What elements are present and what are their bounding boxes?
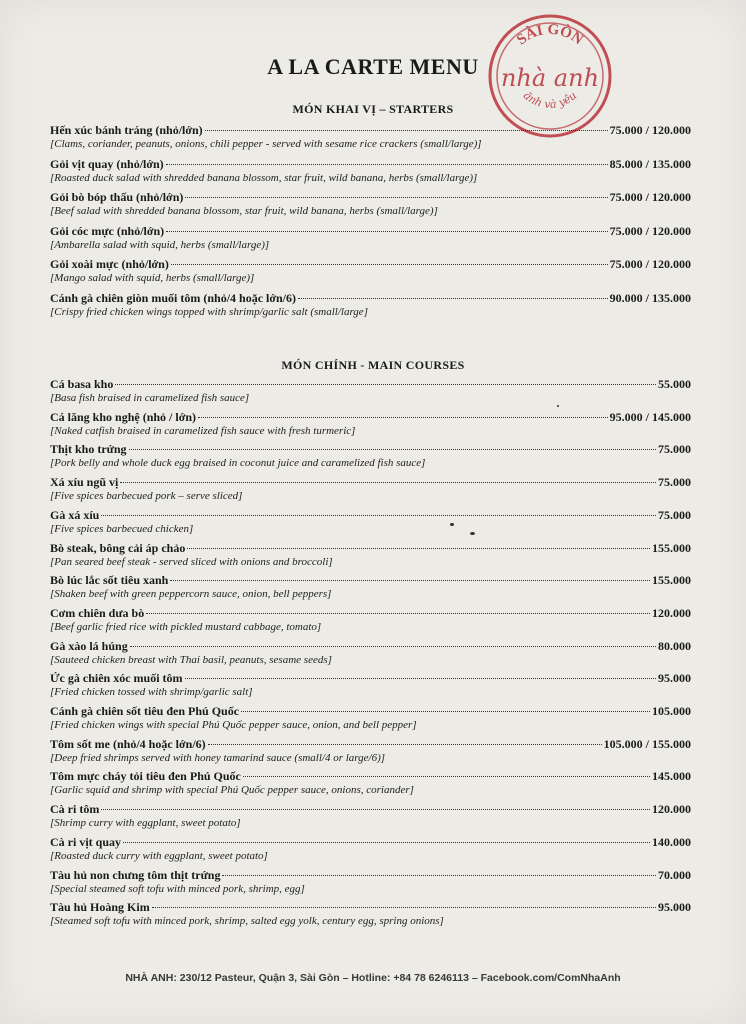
menu-item-line (50, 671, 691, 686)
menu-item-name: Gỏi xoài mực (nhỏ/lớn) (50, 257, 169, 271)
menu-item-price: 120.000 (652, 605, 691, 620)
menu-item (50, 224, 691, 251)
dot-leader (166, 164, 608, 165)
menu-item-name: Cá basa kho (50, 377, 114, 391)
menu-item-price: 75.000 / 120.000 (609, 190, 691, 204)
menu-item-name: Tôm mực cháy tỏi tiêu đen Phú Quốc (50, 769, 241, 784)
menu-item-line (50, 802, 691, 817)
menu-item-line (50, 257, 691, 272)
menu-item (50, 475, 691, 502)
mains-section-title: MÓN CHÍNH - MAIN COURSES (281, 358, 465, 372)
menu-item-description: [Five spices barbecued pork – serve sliced] (50, 490, 243, 503)
menu-item-line (50, 508, 691, 523)
menu-item-price: 75.000 (658, 507, 691, 522)
footer-contact: NHÀ ANH: 230/12 Pasteur, Quận 3, Sài Gòn – Hotline: +84 78 6246113 – Facebook.com/ComNhaAnh (125, 972, 621, 984)
menu-item-price: 155.000 (652, 540, 691, 555)
menu-item-description: [Naked catfish braised in caramelized fish sauce with fresh turmeric] (50, 424, 356, 437)
menu-item-name: Cà ri vịt quay (50, 834, 122, 849)
menu-item (50, 639, 691, 666)
menu-item (50, 190, 691, 217)
stamp-top-text: SÀI GÒN (513, 21, 586, 49)
menu-item-price: 90.000 / 135.000 (609, 290, 691, 305)
menu-item-description: [Pan seared beef steak - served sliced with onions and broccoli] (50, 555, 333, 568)
menu-item-line (50, 835, 691, 850)
menu-item-name: Cà ri tôm (50, 802, 100, 817)
dot-leader (130, 646, 656, 647)
dot-leader (208, 744, 602, 745)
menu-item-name: Cơm chiên dưa bò (50, 605, 145, 620)
menu-item-line (50, 157, 691, 172)
dot-leader (129, 449, 656, 450)
menu-item-description: [Shaken beef with green peppercorn sauce, onion, bell peppers] (50, 588, 332, 601)
menu-item-price: 95.000 (658, 900, 691, 915)
menu-item-price: 55.000 (658, 377, 691, 391)
menu-item-price: 155.000 (652, 573, 691, 588)
dot-leader (198, 417, 608, 418)
starters-section-title: MÓN KHAI VỊ – STARTERS (292, 102, 454, 116)
menu-item-name: Tàu hủ non chưng tôm thịt trứng (50, 867, 221, 882)
menu-item-price: 95.000 (658, 671, 691, 686)
menu-item-description: [Basa fish braised in caramelized fish sauce] (50, 392, 250, 404)
dot-leader (185, 678, 656, 679)
menu-item-description: [Five spices barbecued chicken] (50, 522, 194, 535)
menu-item-price: 105.000 (652, 704, 691, 718)
menu-item-description: [Fried chicken wings with special Phú Quốc pepper sauce, onion, and bell pepper] (50, 719, 417, 731)
menu-title: A LA CARTE MENU (267, 54, 479, 79)
menu-item-price: 80.000 (658, 638, 691, 653)
menu-item-description: [Mango salad with squid, herbs (small/large)] (50, 272, 255, 284)
menu-item-name: Bò lúc lắc sốt tiêu xanh (50, 573, 169, 588)
menu-item-name: Xá xíu ngũ vị (50, 475, 119, 490)
menu-item (50, 410, 691, 437)
menu-item-price: 75.000 (658, 475, 691, 490)
menu-item-name: Gỏi cóc mực (nhỏ/lớn) (50, 223, 165, 238)
dot-leader (187, 548, 650, 549)
dot-leader (101, 515, 656, 516)
menu-item (50, 541, 691, 568)
menu-item-description: [Clams, coriander, peanuts, onions, chili pepper - served with sesame rice crackers (small/large)] (50, 138, 482, 150)
menu-item-line (50, 900, 691, 915)
menu-item-line (50, 410, 691, 425)
menu-item-price: 145.000 (652, 769, 691, 784)
menu-item-name: Cánh gà chiên sốt tiêu đen Phú Quốc (50, 704, 240, 718)
dot-leader (170, 580, 650, 581)
dot-leader (298, 298, 608, 299)
paper-speck (557, 405, 559, 407)
dot-leader (152, 907, 656, 908)
menu-item-description: [Beef salad with shredded banana blossom, star fruit, wild banana, herbs (small/large)] (50, 205, 438, 217)
svg-text:SÀI GÒN (514, 22, 586, 49)
menu-item (50, 257, 691, 284)
menu-item (50, 377, 691, 404)
paper-speck (450, 523, 454, 526)
menu-item-line (50, 868, 691, 883)
menu-item-line (50, 541, 691, 556)
menu-item-name: Gỏi vịt quay (nhỏ/lớn) (50, 156, 164, 171)
menu-item-price: 140.000 (652, 834, 691, 849)
menu-item-name: Cánh gà chiên giòn muối tôm (nhỏ/4 hoặc lớn/6) (50, 290, 297, 305)
menu-item-line (50, 291, 691, 306)
menu-item-description: [Steamed soft tofu with minced pork, shrimp, salted egg yolk, century egg, spring onions] (50, 915, 444, 928)
dot-leader (146, 613, 650, 614)
menu-item (50, 606, 691, 633)
dot-leader (120, 482, 656, 483)
dot-leader (166, 231, 607, 232)
menu-item-name: Gà xào lá húng (50, 638, 128, 653)
menu-item-line (50, 704, 691, 719)
menu-item-line (50, 737, 691, 752)
menu-item (50, 802, 691, 829)
dot-leader (123, 842, 650, 843)
menu-item-line (50, 224, 691, 239)
menu-item-price: 75.000 / 120.000 (609, 123, 691, 137)
dot-leader (171, 264, 608, 265)
menu-item-line (50, 769, 691, 784)
menu-item-line (50, 442, 691, 457)
menu-item-price: 105.000 / 155.000 (603, 736, 691, 751)
menu-item-line (50, 475, 691, 490)
menu-item-price: 70.000 (658, 867, 691, 882)
menu-item (50, 868, 691, 895)
menu-item-description: [Shrimp curry with eggplant, sweet potato] (50, 817, 241, 830)
menu-item-description: [Special steamed soft tofu with minced pork, shrimp, egg] (50, 882, 305, 895)
menu-item-name: Cá lăng kho nghệ (nhỏ / lớn) (50, 409, 197, 424)
menu-item (50, 291, 691, 318)
menu-item-line (50, 190, 691, 205)
menu-item-price: 75.000 / 120.000 (609, 257, 691, 271)
dot-leader (185, 197, 607, 198)
dot-leader (241, 711, 650, 712)
menu-item-description: [Roasted duck curry with eggplant, sweet potato] (50, 849, 268, 862)
menu-item-line (50, 573, 691, 588)
menu-item (50, 508, 691, 535)
menu-item-description: [Garlic squid and shrimp with special Phú Quốc pepper sauce, onions, coriander] (50, 784, 414, 797)
menu-item (50, 671, 691, 698)
menu-item-name: Ức gà chiên xóc muối tôm (50, 671, 183, 686)
menu-item-line (50, 639, 691, 654)
menu-item (50, 157, 691, 184)
menu-item-price: 95.000 / 145.000 (609, 409, 691, 424)
menu-item-price: 75.000 (658, 442, 691, 457)
menu-item-name: Tôm sốt me (nhỏ/4 hoặc lớn/6) (50, 736, 206, 751)
menu-item-description: [Beef garlic fried rice with pickled mustard cabbage, tomato] (50, 620, 322, 633)
menu-item-name: Hến xúc bánh tráng (nhỏ/lớn) (50, 123, 203, 137)
menu-item-name: Bò steak, bông cải áp chảo (50, 540, 186, 555)
menu-item (50, 442, 691, 469)
dot-leader (115, 384, 656, 385)
menu-item-description: [Ambarella salad with squid, herbs (small/large)] (50, 238, 270, 251)
menu-item (50, 900, 691, 927)
menu-item (50, 737, 691, 764)
menu-item-description: [Crispy fried chicken wings topped with shrimp/garlic salt (small/large] (50, 305, 368, 318)
dot-leader (205, 130, 608, 131)
menu-item-name: Tàu hủ Hoàng Kim (50, 900, 150, 915)
stamp-bottom-text: ănh và yêu (520, 88, 580, 111)
menu-item (50, 573, 691, 600)
menu-item (50, 835, 691, 862)
menu-item (50, 704, 691, 731)
menu-item-line (50, 377, 691, 392)
stamp-middle-text: nhà anh (500, 64, 600, 92)
menu-item-price: 75.000 / 120.000 (609, 223, 691, 238)
paper-speck (470, 532, 475, 535)
menu-item-description: [Pork belly and whole duck egg braised in coconut juice and caramelized fish sauce] (50, 457, 426, 470)
menu-item-line (50, 606, 691, 621)
menu-item-price: 85.000 / 135.000 (609, 156, 691, 171)
menu-item-description: [Fried chicken tossed with shrimp/garlic salt] (50, 686, 253, 699)
menu-item-description: [Roasted duck salad with shredded banana blossom, star fruit, wild banana, herbs (small/large)] (50, 171, 478, 184)
menu-item (50, 123, 691, 150)
menu-item-name: Gà xá xíu (50, 507, 100, 522)
menu-item-name: Thịt kho trứng (50, 442, 127, 457)
menu-item-line (50, 123, 691, 138)
dot-leader (243, 776, 650, 777)
menu-item-price: 120.000 (652, 802, 691, 817)
nha-anh-stamp-logo (486, 12, 614, 140)
dot-leader (101, 809, 650, 810)
menu-item-name: Gỏi bò bóp thấu (nhỏ/lớn) (50, 190, 184, 204)
menu-item-description: [Deep fried shrimps served with honey tamarind sauce (small/4 or large/6)] (50, 751, 386, 764)
dot-leader (222, 875, 656, 876)
menu-item-description: [Sauteed chicken breast with Thai basil, peanuts, sesame seeds] (50, 653, 332, 666)
menu-item (50, 769, 691, 796)
